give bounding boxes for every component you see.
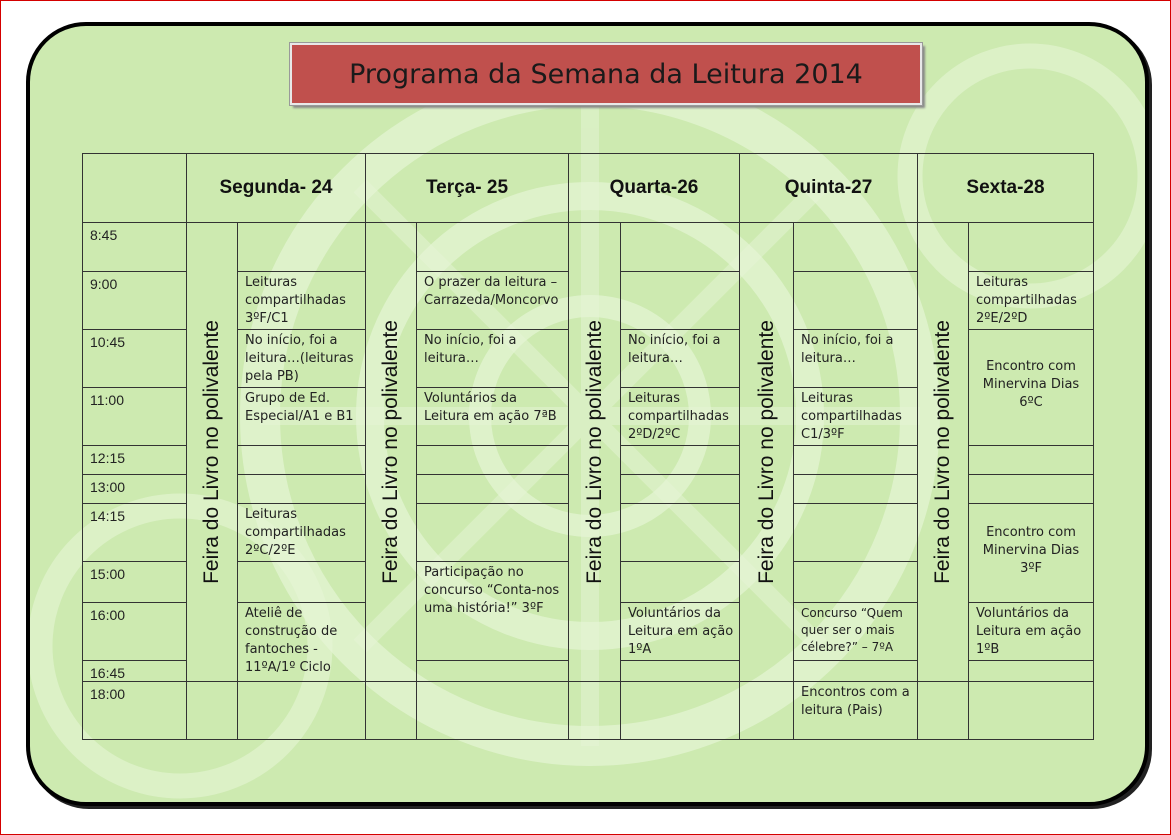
book-fair-column-wednesday	[569, 223, 621, 682]
activity-cell: Encontros com a leitura (Pais)	[794, 682, 918, 740]
time-slot: 12:15	[82, 446, 187, 475]
activity-cell: Leituras compartilhadas 2ºE/2ºD	[969, 272, 1094, 330]
empty-cell	[187, 682, 238, 740]
book-fair-label: Feira do Livro no polivalente	[754, 320, 778, 584]
activity-cell: Leituras compartilhadas C1/3ºF	[794, 388, 918, 446]
empty-cell	[621, 504, 740, 562]
time-slot: 9:00	[82, 272, 187, 330]
time-slot: 14:15	[82, 504, 187, 562]
empty-cell	[621, 475, 740, 504]
activity-cell: No início, foi a leitura…(leituras pela PB)	[238, 330, 366, 388]
book-fair-column-monday	[187, 223, 238, 682]
activity-cell: Voluntários da Leitura em ação 1ºA	[621, 603, 740, 661]
activity-cell: Voluntários da Leitura em ação 7ªB	[417, 388, 569, 446]
time-slot: 13:00	[82, 475, 187, 504]
schedule-table	[82, 153, 1094, 740]
empty-cell	[969, 661, 1094, 682]
empty-cell	[417, 446, 569, 475]
book-fair-label: Feira do Livro no polivalente	[200, 320, 224, 584]
day-header-wednesday: Quarta-26	[569, 153, 740, 223]
empty-cell	[238, 223, 366, 272]
title-banner	[290, 43, 922, 105]
time-slot: 18:00	[82, 682, 187, 740]
empty-cell	[969, 682, 1094, 740]
empty-cell	[969, 223, 1094, 272]
empty-cell	[794, 475, 918, 504]
day-header-tuesday: Terça- 25	[366, 153, 569, 223]
empty-cell	[366, 682, 417, 740]
empty-cell	[621, 272, 740, 330]
empty-cell	[794, 562, 918, 603]
empty-cell	[417, 504, 569, 562]
day-header-friday: Sexta-28	[918, 153, 1094, 223]
time-slot: 11:00	[82, 388, 187, 446]
activity-cell: No início, foi a leitura…	[417, 330, 569, 388]
empty-cell	[417, 682, 569, 740]
empty-cell	[794, 223, 918, 272]
day-header-thursday: Quinta-27	[740, 153, 918, 223]
activity-cell: Ateliê de construção de fantoches - 11ºA/1º Ciclo	[238, 603, 366, 682]
page-title: Programa da Semana da Leitura 2014	[349, 58, 863, 90]
empty-cell	[417, 661, 569, 682]
activity-cell: Encontro com Minervina Dias 6ºC	[969, 330, 1094, 446]
activity-cell: Participação no concurso “Conta-nos uma história!” 3ºF	[417, 562, 569, 661]
activity-cell: O prazer da leitura – Carrazeda/Moncorvo	[417, 272, 569, 330]
book-fair-column-thursday	[740, 223, 794, 682]
corner-cell	[82, 153, 187, 223]
empty-cell	[238, 475, 366, 504]
empty-cell	[794, 661, 918, 682]
activity-cell: Encontro com Minervina Dias 3ºF	[969, 504, 1094, 603]
empty-cell	[969, 475, 1094, 504]
empty-cell	[417, 223, 569, 272]
empty-cell	[621, 682, 740, 740]
book-fair-label: Feira do Livro no polivalente	[931, 320, 955, 584]
book-fair-column-friday	[918, 223, 969, 682]
activity-cell: No início, foi a leitura…	[621, 330, 740, 388]
book-fair-label: Feira do Livro no polivalente	[379, 320, 403, 584]
empty-cell	[569, 682, 621, 740]
activity-cell: Leituras compartilhadas 2ºD/2ºC	[621, 388, 740, 446]
empty-cell	[794, 446, 918, 475]
activity-cell: Grupo de Ed. Especial/A1 e B1	[238, 388, 366, 446]
empty-cell	[238, 562, 366, 603]
empty-cell	[918, 682, 969, 740]
time-slot: 8:45	[82, 223, 187, 272]
activity-cell: Leituras compartilhadas 3ºF/C1	[238, 272, 366, 330]
empty-cell	[621, 446, 740, 475]
time-slot: 16:45	[82, 661, 187, 682]
empty-cell	[740, 682, 794, 740]
empty-cell	[794, 272, 918, 330]
empty-cell	[621, 223, 740, 272]
empty-cell	[794, 504, 918, 562]
book-fair-column-tuesday	[366, 223, 417, 682]
activity-cell: Leituras compartilhadas 2ºC/2ºE	[238, 504, 366, 562]
day-header-monday: Segunda- 24	[187, 153, 366, 223]
time-slot: 15:00	[82, 562, 187, 603]
activity-cell: No início, foi a leitura…	[794, 330, 918, 388]
empty-cell	[621, 562, 740, 603]
empty-cell	[621, 661, 740, 682]
time-slot: 16:00	[82, 603, 187, 661]
empty-cell	[417, 475, 569, 504]
activity-cell: Voluntários da Leitura em ação 1ºB	[969, 603, 1094, 661]
book-fair-label: Feira do Livro no polivalente	[582, 320, 606, 584]
empty-cell	[238, 446, 366, 475]
time-slot: 10:45	[82, 330, 187, 388]
empty-cell	[238, 682, 366, 740]
activity-cell: Concurso “Quem quer ser o mais célebre?” – 7ºA	[794, 603, 918, 661]
empty-cell	[969, 446, 1094, 475]
